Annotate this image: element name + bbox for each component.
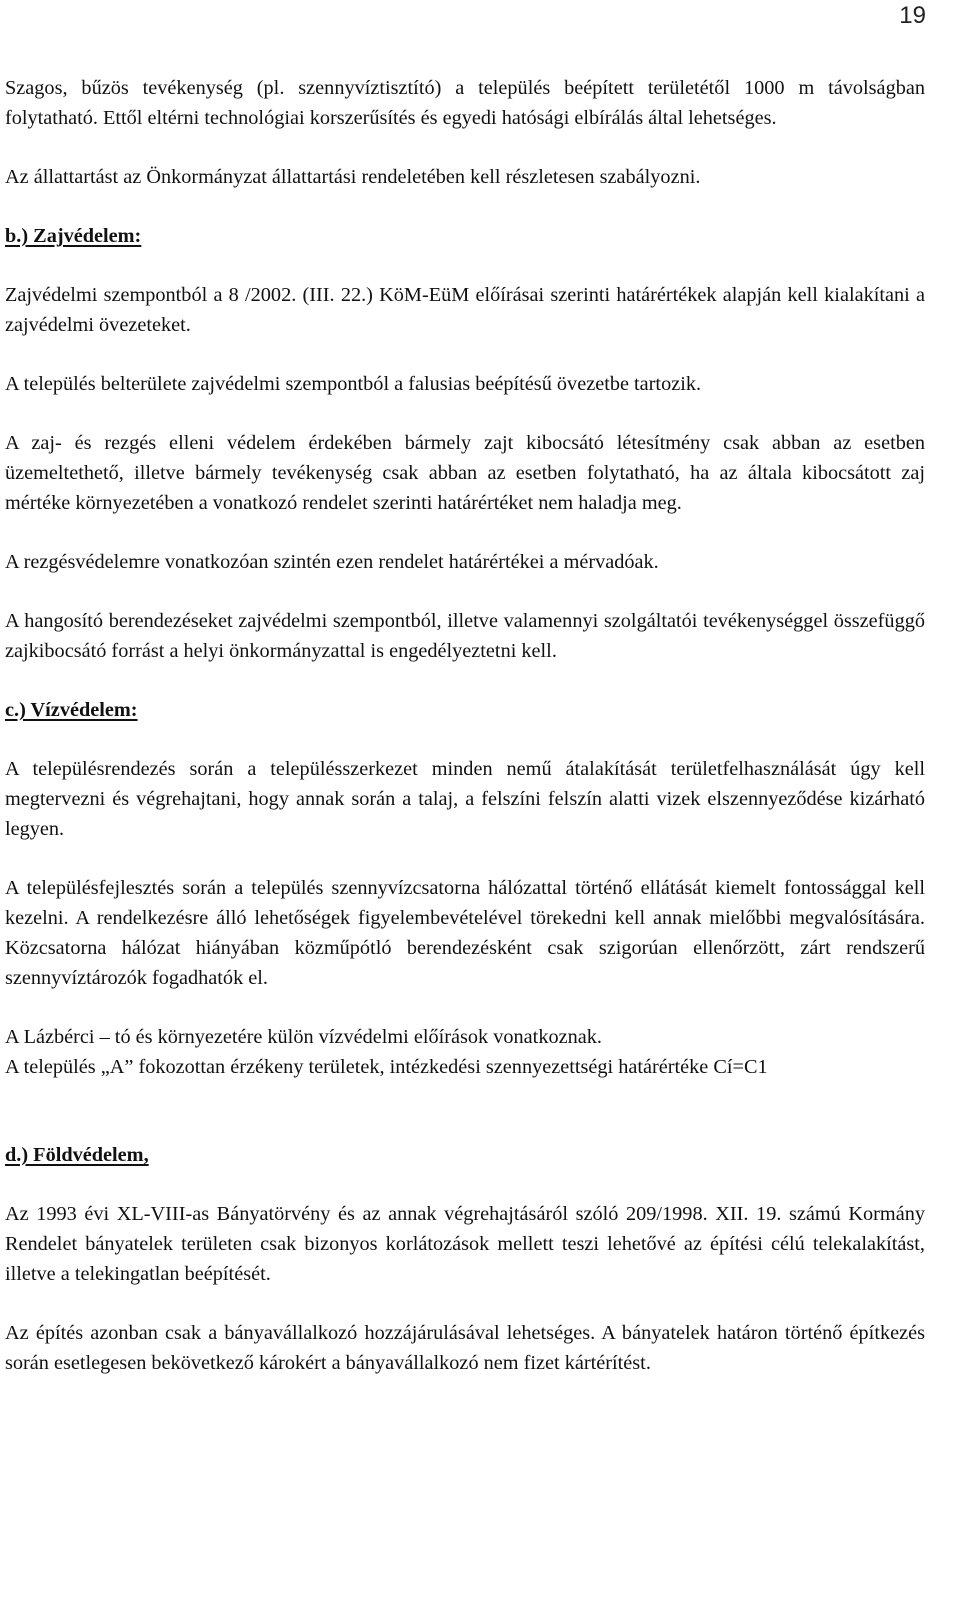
paragraph-noise-vibration: A zaj- és rezgés elleni védelem érdekében bármely zajt kibocsátó létesítmény csak abban az esetben üzemeltethető, illetve bármely tevékenység csak abban az esetben folytatható, ha az általa kibocsátott zaj mértéke környezetében a vonatkozó rendelet szerinti határértéket nem haladja meg. [5, 432, 925, 514]
paragraph-sensitive-area: A település „A” fokozottan érzékeny területek, intézkedési szennyezettségi határértéke Cí=C1 [5, 1056, 768, 1078]
heading-water-protection: c.) Vízvédelem: [5, 699, 138, 721]
document-body [5, 73, 925, 1378]
paragraph-noise-limits: Zajvédelmi szempontból a 8 /2002. (III. 22.) KöM-EüM előírásai szerinti határértékek alapján kell kialakítani a zajvédelmi övezeteket. [5, 284, 925, 336]
paragraph-vibration: A rezgésvédelemre vonatkozóan szintén ezen rendelet határértékei a mérvadóak. [5, 551, 659, 573]
paragraph-odor-activity: Szagos, bűzös tevékenység (pl. szennyvíztisztító) a település beépített területétől 1000 m távolságban folytatható. Ettől eltérni technológiai korszerűsítés és egyedi hatósági elbírálás által lehetséges. [5, 77, 925, 129]
paragraph-animal-keeping: Az állattartást az Önkormányzat állattartási rendeletében kell részletesen szabályozni. [5, 166, 701, 188]
heading-land-protection: d.) Földvédelem, [5, 1144, 149, 1166]
paragraph-mining-law: Az 1993 évi XL-VIII-as Bányatörvény és az annak végrehajtásáról szóló 209/1998. XII. 19. számú Kormány Rendelet bányatelek területen csak bizonyos korlátozások mellett teszi lehetővé az építési célú telekalakítást, illetve a telekingatlan beépítését. [5, 1203, 925, 1285]
paragraph-mining-consent: Az építés azonban csak a bányavállalkozó hozzájárulásával lehetséges. A bányatelek határon történő építkezés során esetlegesen bekövetkező károkért a bányavállalkozó nem fizet kártérítést. [5, 1322, 925, 1374]
paragraph-sewer-network: A településfejlesztés során a település szennyvízcsatorna hálózattal történő ellátását kiemelt fontossággal kell kezelni. A rendelkezésre álló lehetőségek figyelembevételével törekedni kell annak mielőbbi megvalósítására. Közcsatorna hálózat hiányában közműpótló berendezésként csak szigorúan ellenőrzött, zárt rendszerű szennyvíztározók fogadhatók el. [5, 877, 925, 989]
paragraph-lake: A Lázbérci – tó és környezetére külön vízvédelmi előírások vonatkoznak. [5, 1026, 602, 1048]
page-number: 19 [899, 2, 926, 29]
paragraph-loudspeakers: A hangosító berendezéseket zajvédelmi szempontból, illetve valamennyi szolgáltatói tevékenységgel összefüggő zajkibocsátó forrást a helyi önkormányzattal is engedélyeztetni kell. [5, 610, 925, 662]
paragraph-settlement-planning: A településrendezés során a településszerkezet minden nemű átalakítását területfelhasználását úgy kell megtervezni és végrehajtani, hogy annak során a talaj, a felszíni felszín alatti vizek elszennyeződése kizárható legyen. [5, 758, 925, 840]
paragraph-noise-zone: A település belterülete zajvédelmi szempontból a falusias beépítésű övezetbe tartozik. [5, 373, 702, 395]
heading-noise-protection: b.) Zajvédelem: [5, 225, 142, 247]
